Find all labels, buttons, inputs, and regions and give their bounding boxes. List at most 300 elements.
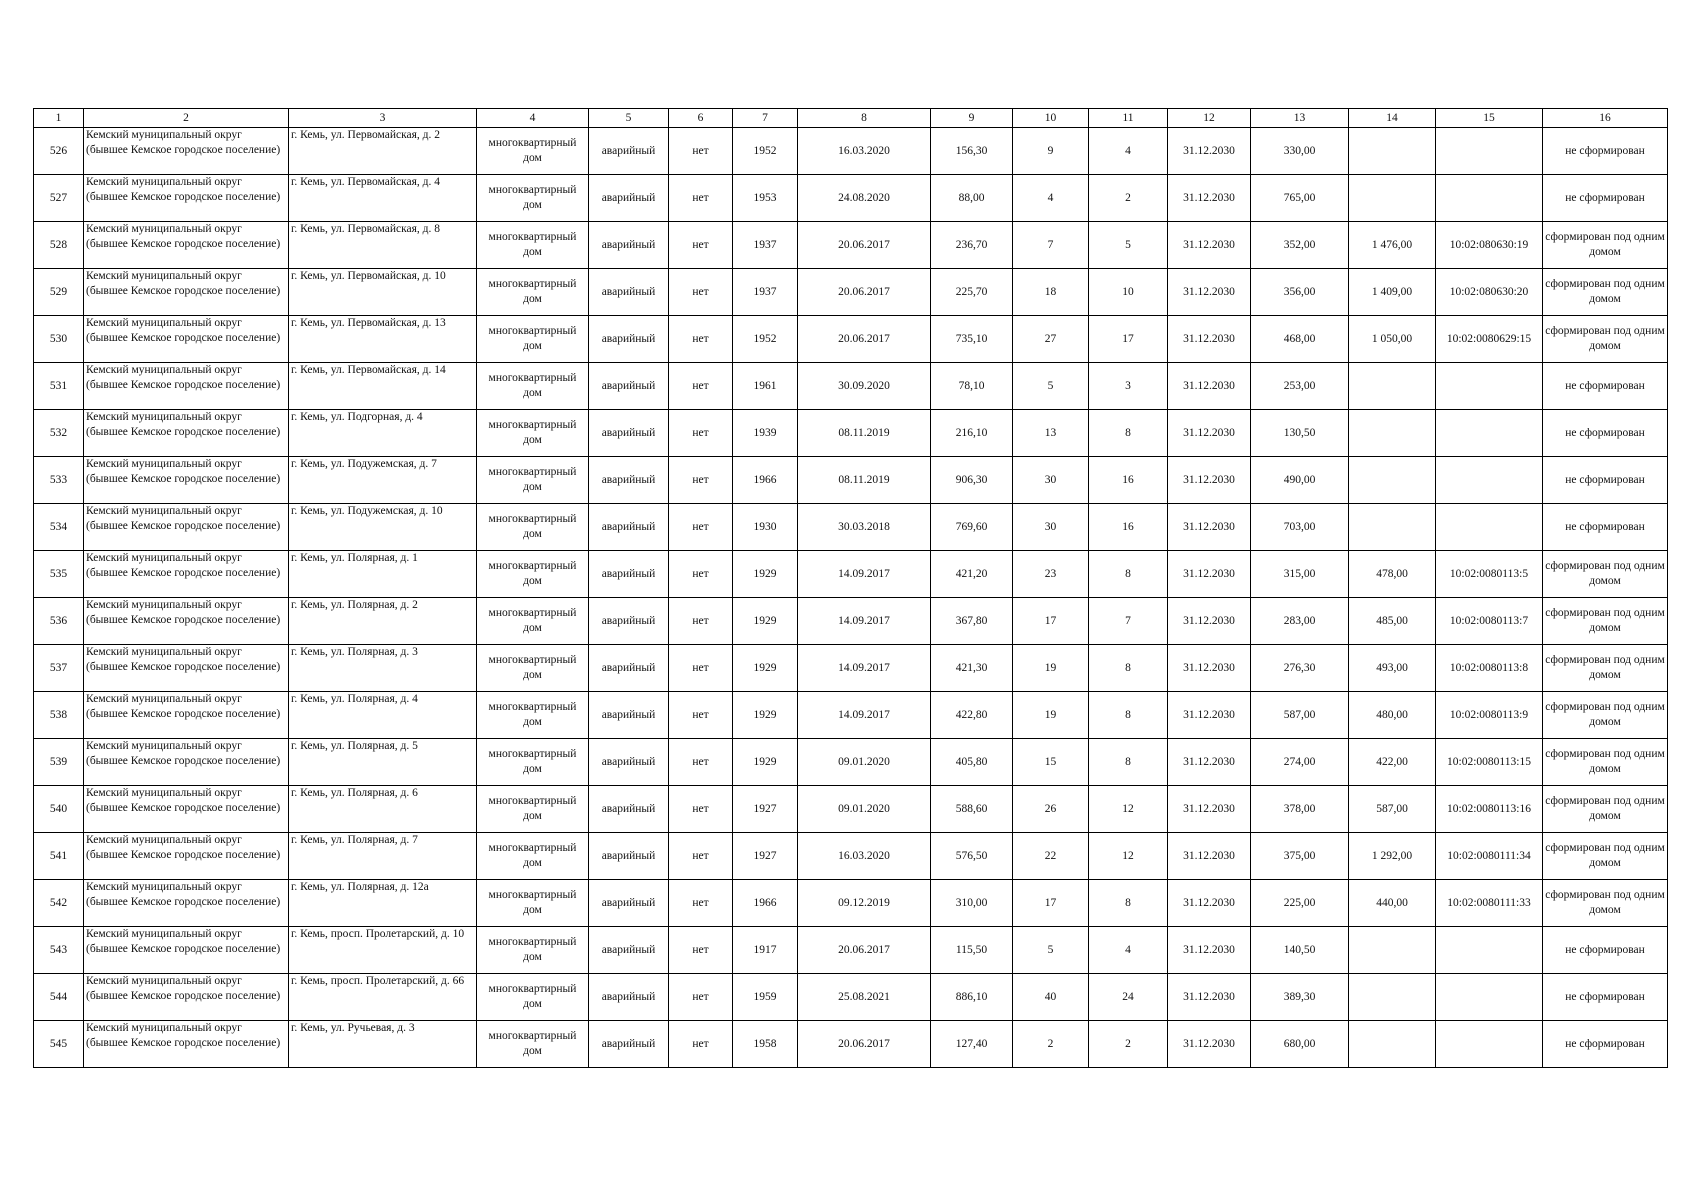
building-type-cell: многоквартирный дом <box>477 222 589 269</box>
recognition-date-cell: 30.03.2018 <box>798 504 931 551</box>
year-built-cell: 1929 <box>733 598 798 645</box>
column-number-header-row <box>34 109 1668 128</box>
year-built-cell: 1930 <box>733 504 798 551</box>
cadastral-number-cell <box>1436 128 1543 175</box>
flag-cell: нет <box>669 128 733 175</box>
apartments-cell: 17 <box>1089 316 1168 363</box>
condition-cell: аварийный <box>589 504 669 551</box>
cost-cell: 276,30 <box>1251 645 1349 692</box>
land-status-cell: не сформирован <box>1543 927 1668 974</box>
flag-cell: нет <box>669 645 733 692</box>
area-cell: 156,30 <box>931 128 1013 175</box>
condition-cell: аварийный <box>589 269 669 316</box>
recognition-date-cell: 16.03.2020 <box>798 833 931 880</box>
cost-cell: 130,50 <box>1251 410 1349 457</box>
flag-cell: нет <box>669 551 733 598</box>
row-number-cell: 542 <box>34 880 84 927</box>
column-number-10: 10 <box>1013 109 1089 128</box>
municipality-cell: Кемский муниципальный округ (бывшее Кемское городское поселение) <box>84 457 289 504</box>
flag-cell: нет <box>669 457 733 504</box>
address-cell: г. Кемь, ул. Первомайская, д. 14 <box>289 363 477 410</box>
cadastral-number-cell: 10:02:0080111:33 <box>1436 880 1543 927</box>
condition-cell: аварийный <box>589 880 669 927</box>
cost-cell: 283,00 <box>1251 598 1349 645</box>
building-type-cell: многоквартирный дом <box>477 880 589 927</box>
resettlement-deadline-cell: 31.12.2030 <box>1168 363 1251 410</box>
condition-cell: аварийный <box>589 927 669 974</box>
residents-cell: 4 <box>1013 175 1089 222</box>
condition-cell: аварийный <box>589 786 669 833</box>
land-status-cell: сформирован под одним домом <box>1543 880 1668 927</box>
year-built-cell: 1929 <box>733 645 798 692</box>
residents-cell: 17 <box>1013 880 1089 927</box>
column-number-7: 7 <box>733 109 798 128</box>
address-cell: г. Кемь, ул. Полярная, д. 2 <box>289 598 477 645</box>
apartments-cell: 12 <box>1089 786 1168 833</box>
condition-cell: аварийный <box>589 363 669 410</box>
land-area-cell <box>1349 175 1436 222</box>
municipality-cell: Кемский муниципальный округ (бывшее Кемское городское поселение) <box>84 880 289 927</box>
building-type-cell: многоквартирный дом <box>477 692 589 739</box>
land-status-cell: не сформирован <box>1543 1021 1668 1068</box>
column-number-9: 9 <box>931 109 1013 128</box>
row-number-cell: 544 <box>34 974 84 1021</box>
resettlement-deadline-cell: 31.12.2030 <box>1168 457 1251 504</box>
land-status-cell: сформирован под одним домом <box>1543 645 1668 692</box>
recognition-date-cell: 20.06.2017 <box>798 927 931 974</box>
municipality-cell: Кемский муниципальный округ (бывшее Кемское городское поселение) <box>84 222 289 269</box>
recognition-date-cell: 30.09.2020 <box>798 363 931 410</box>
year-built-cell: 1958 <box>733 1021 798 1068</box>
cadastral-number-cell <box>1436 1021 1543 1068</box>
land-area-cell: 485,00 <box>1349 598 1436 645</box>
row-number-cell: 528 <box>34 222 84 269</box>
flag-cell: нет <box>669 175 733 222</box>
apartments-cell: 10 <box>1089 269 1168 316</box>
land-status-cell: не сформирован <box>1543 175 1668 222</box>
table-row <box>34 363 1668 410</box>
building-type-cell: многоквартирный дом <box>477 833 589 880</box>
condition-cell: аварийный <box>589 1021 669 1068</box>
address-cell: г. Кемь, ул. Полярная, д. 1 <box>289 551 477 598</box>
resettlement-deadline-cell: 31.12.2030 <box>1168 175 1251 222</box>
year-built-cell: 1953 <box>733 175 798 222</box>
address-cell: г. Кемь, ул. Первомайская, д. 4 <box>289 175 477 222</box>
municipality-cell: Кемский муниципальный округ (бывшее Кемское городское поселение) <box>84 1021 289 1068</box>
land-status-cell: сформирован под одним домом <box>1543 316 1668 363</box>
table-row <box>34 880 1668 927</box>
area-cell: 127,40 <box>931 1021 1013 1068</box>
column-number-5: 5 <box>589 109 669 128</box>
table-row <box>34 598 1668 645</box>
land-status-cell: не сформирован <box>1543 363 1668 410</box>
address-cell: г. Кемь, ул. Первомайская, д. 8 <box>289 222 477 269</box>
resettlement-deadline-cell: 31.12.2030 <box>1168 974 1251 1021</box>
land-status-cell: сформирован под одним домом <box>1543 692 1668 739</box>
table-body <box>34 109 1668 1068</box>
residents-cell: 18 <box>1013 269 1089 316</box>
area-cell: 310,00 <box>931 880 1013 927</box>
land-area-cell: 1 050,00 <box>1349 316 1436 363</box>
column-number-3: 3 <box>289 109 477 128</box>
cadastral-number-cell <box>1436 927 1543 974</box>
year-built-cell: 1927 <box>733 786 798 833</box>
row-number-cell: 541 <box>34 833 84 880</box>
resettlement-deadline-cell: 31.12.2030 <box>1168 410 1251 457</box>
flag-cell: нет <box>669 410 733 457</box>
building-type-cell: многоквартирный дом <box>477 410 589 457</box>
year-built-cell: 1929 <box>733 739 798 786</box>
land-area-cell: 587,00 <box>1349 786 1436 833</box>
apartments-cell: 2 <box>1089 1021 1168 1068</box>
building-type-cell: многоквартирный дом <box>477 598 589 645</box>
flag-cell: нет <box>669 269 733 316</box>
year-built-cell: 1959 <box>733 974 798 1021</box>
land-status-cell: сформирован под одним домом <box>1543 739 1668 786</box>
building-type-cell: многоквартирный дом <box>477 786 589 833</box>
resettlement-deadline-cell: 31.12.2030 <box>1168 128 1251 175</box>
building-type-cell: многоквартирный дом <box>477 504 589 551</box>
address-cell: г. Кемь, ул. Ручьевая, д. 3 <box>289 1021 477 1068</box>
cadastral-number-cell: 10:02:0080113:8 <box>1436 645 1543 692</box>
area-cell: 906,30 <box>931 457 1013 504</box>
cost-cell: 140,50 <box>1251 927 1349 974</box>
residents-cell: 19 <box>1013 692 1089 739</box>
row-number-cell: 538 <box>34 692 84 739</box>
row-number-cell: 526 <box>34 128 84 175</box>
municipality-cell: Кемский муниципальный округ (бывшее Кемское городское поселение) <box>84 739 289 786</box>
table-row <box>34 316 1668 363</box>
building-type-cell: многоквартирный дом <box>477 128 589 175</box>
table-row <box>34 833 1668 880</box>
row-number-cell: 537 <box>34 645 84 692</box>
municipality-cell: Кемский муниципальный округ (бывшее Кемское городское поселение) <box>84 598 289 645</box>
condition-cell: аварийный <box>589 598 669 645</box>
year-built-cell: 1937 <box>733 269 798 316</box>
column-number-1: 1 <box>34 109 84 128</box>
land-status-cell: сформирован под одним домом <box>1543 833 1668 880</box>
column-number-15: 15 <box>1436 109 1543 128</box>
residents-cell: 9 <box>1013 128 1089 175</box>
land-area-cell <box>1349 974 1436 1021</box>
cadastral-number-cell: 10:02:0080629:15 <box>1436 316 1543 363</box>
municipality-cell: Кемский муниципальный округ (бывшее Кемское городское поселение) <box>84 974 289 1021</box>
row-number-cell: 527 <box>34 175 84 222</box>
building-type-cell: многоквартирный дом <box>477 363 589 410</box>
municipality-cell: Кемский муниципальный округ (бывшее Кемское городское поселение) <box>84 833 289 880</box>
cost-cell: 389,30 <box>1251 974 1349 1021</box>
table-row <box>34 927 1668 974</box>
condition-cell: аварийный <box>589 410 669 457</box>
resettlement-deadline-cell: 31.12.2030 <box>1168 739 1251 786</box>
land-status-cell: сформирован под одним домом <box>1543 269 1668 316</box>
year-built-cell: 1917 <box>733 927 798 974</box>
land-area-cell: 1 476,00 <box>1349 222 1436 269</box>
column-number-14: 14 <box>1349 109 1436 128</box>
recognition-date-cell: 24.08.2020 <box>798 175 931 222</box>
cadastral-number-cell: 10:02:0080113:16 <box>1436 786 1543 833</box>
address-cell: г. Кемь, ул. Подужемская, д. 7 <box>289 457 477 504</box>
resettlement-deadline-cell: 31.12.2030 <box>1168 504 1251 551</box>
table-row <box>34 692 1668 739</box>
year-built-cell: 1937 <box>733 222 798 269</box>
cost-cell: 225,00 <box>1251 880 1349 927</box>
table-row <box>34 222 1668 269</box>
table-row <box>34 645 1668 692</box>
apartments-cell: 4 <box>1089 128 1168 175</box>
building-type-cell: многоквартирный дом <box>477 457 589 504</box>
cost-cell: 330,00 <box>1251 128 1349 175</box>
cost-cell: 253,00 <box>1251 363 1349 410</box>
cost-cell: 356,00 <box>1251 269 1349 316</box>
municipality-cell: Кемский муниципальный округ (бывшее Кемское городское поселение) <box>84 645 289 692</box>
municipality-cell: Кемский муниципальный округ (бывшее Кемское городское поселение) <box>84 269 289 316</box>
address-cell: г. Кемь, ул. Подужемская, д. 10 <box>289 504 477 551</box>
year-built-cell: 1966 <box>733 880 798 927</box>
area-cell: 88,00 <box>931 175 1013 222</box>
resettlement-deadline-cell: 31.12.2030 <box>1168 880 1251 927</box>
apartments-cell: 8 <box>1089 739 1168 786</box>
recognition-date-cell: 09.01.2020 <box>798 786 931 833</box>
recognition-date-cell: 14.09.2017 <box>798 645 931 692</box>
address-cell: г. Кемь, ул. Подгорная, д. 4 <box>289 410 477 457</box>
address-cell: г. Кемь, ул. Первомайская, д. 2 <box>289 128 477 175</box>
cost-cell: 274,00 <box>1251 739 1349 786</box>
residents-cell: 15 <box>1013 739 1089 786</box>
residents-cell: 27 <box>1013 316 1089 363</box>
residents-cell: 19 <box>1013 645 1089 692</box>
apartments-cell: 8 <box>1089 692 1168 739</box>
building-type-cell: многоквартирный дом <box>477 1021 589 1068</box>
apartments-cell: 16 <box>1089 457 1168 504</box>
address-cell: г. Кемь, ул. Первомайская, д. 13 <box>289 316 477 363</box>
apartments-cell: 16 <box>1089 504 1168 551</box>
apartments-cell: 8 <box>1089 551 1168 598</box>
building-type-cell: многоквартирный дом <box>477 927 589 974</box>
residents-cell: 5 <box>1013 927 1089 974</box>
table-row <box>34 457 1668 504</box>
table-row <box>34 175 1668 222</box>
land-status-cell: не сформирован <box>1543 410 1668 457</box>
land-status-cell: сформирован под одним домом <box>1543 222 1668 269</box>
document-page <box>33 108 1667 1068</box>
cadastral-number-cell: 10:02:080630:19 <box>1436 222 1543 269</box>
apartments-cell: 8 <box>1089 880 1168 927</box>
residents-cell: 2 <box>1013 1021 1089 1068</box>
building-type-cell: многоквартирный дом <box>477 645 589 692</box>
flag-cell: нет <box>669 739 733 786</box>
address-cell: г. Кемь, ул. Полярная, д. 3 <box>289 645 477 692</box>
resettlement-deadline-cell: 31.12.2030 <box>1168 316 1251 363</box>
cadastral-number-cell <box>1436 363 1543 410</box>
recognition-date-cell: 08.11.2019 <box>798 457 931 504</box>
column-number-11: 11 <box>1089 109 1168 128</box>
area-cell: 422,80 <box>931 692 1013 739</box>
year-built-cell: 1939 <box>733 410 798 457</box>
address-cell: г. Кемь, ул. Полярная, д. 7 <box>289 833 477 880</box>
cadastral-number-cell: 10:02:0080113:9 <box>1436 692 1543 739</box>
row-number-cell: 530 <box>34 316 84 363</box>
municipality-cell: Кемский муниципальный округ (бывшее Кемское городское поселение) <box>84 551 289 598</box>
cadastral-number-cell <box>1436 974 1543 1021</box>
flag-cell: нет <box>669 692 733 739</box>
column-number-2: 2 <box>84 109 289 128</box>
cadastral-number-cell <box>1436 410 1543 457</box>
municipality-cell: Кемский муниципальный округ (бывшее Кемское городское поселение) <box>84 363 289 410</box>
table-row <box>34 410 1668 457</box>
residents-cell: 5 <box>1013 363 1089 410</box>
year-built-cell: 1927 <box>733 833 798 880</box>
apartments-cell: 4 <box>1089 927 1168 974</box>
apartments-cell: 7 <box>1089 598 1168 645</box>
municipality-cell: Кемский муниципальный округ (бывшее Кемское городское поселение) <box>84 175 289 222</box>
flag-cell: нет <box>669 786 733 833</box>
row-number-cell: 534 <box>34 504 84 551</box>
recognition-date-cell: 16.03.2020 <box>798 128 931 175</box>
table-row <box>34 1021 1668 1068</box>
apartments-cell: 5 <box>1089 222 1168 269</box>
recognition-date-cell: 20.06.2017 <box>798 269 931 316</box>
area-cell: 367,80 <box>931 598 1013 645</box>
table-row <box>34 504 1668 551</box>
area-cell: 735,10 <box>931 316 1013 363</box>
condition-cell: аварийный <box>589 175 669 222</box>
year-built-cell: 1966 <box>733 457 798 504</box>
land-status-cell: не сформирован <box>1543 974 1668 1021</box>
municipality-cell: Кемский муниципальный округ (бывшее Кемское городское поселение) <box>84 410 289 457</box>
year-built-cell: 1952 <box>733 128 798 175</box>
cost-cell: 352,00 <box>1251 222 1349 269</box>
apartments-cell: 2 <box>1089 175 1168 222</box>
recognition-date-cell: 14.09.2017 <box>798 598 931 645</box>
address-cell: г. Кемь, ул. Полярная, д. 6 <box>289 786 477 833</box>
row-number-cell: 536 <box>34 598 84 645</box>
row-number-cell: 532 <box>34 410 84 457</box>
column-number-13: 13 <box>1251 109 1349 128</box>
table-row <box>34 786 1668 833</box>
building-type-cell: многоквартирный дом <box>477 739 589 786</box>
land-area-cell <box>1349 927 1436 974</box>
row-number-cell: 540 <box>34 786 84 833</box>
condition-cell: аварийный <box>589 551 669 598</box>
residents-cell: 17 <box>1013 598 1089 645</box>
residents-cell: 40 <box>1013 974 1089 1021</box>
residents-cell: 22 <box>1013 833 1089 880</box>
column-number-6: 6 <box>669 109 733 128</box>
condition-cell: аварийный <box>589 128 669 175</box>
municipality-cell: Кемский муниципальный округ (бывшее Кемское городское поселение) <box>84 692 289 739</box>
apartments-cell: 8 <box>1089 645 1168 692</box>
land-status-cell: сформирован под одним домом <box>1543 786 1668 833</box>
row-number-cell: 539 <box>34 739 84 786</box>
year-built-cell: 1929 <box>733 692 798 739</box>
row-number-cell: 531 <box>34 363 84 410</box>
land-status-cell: не сформирован <box>1543 457 1668 504</box>
land-area-cell <box>1349 128 1436 175</box>
land-area-cell <box>1349 363 1436 410</box>
municipality-cell: Кемский муниципальный округ (бывшее Кемское городское поселение) <box>84 128 289 175</box>
recognition-date-cell: 09.12.2019 <box>798 880 931 927</box>
apartments-cell: 8 <box>1089 410 1168 457</box>
land-area-cell <box>1349 504 1436 551</box>
address-cell: г. Кемь, ул. Полярная, д. 5 <box>289 739 477 786</box>
resettlement-deadline-cell: 31.12.2030 <box>1168 598 1251 645</box>
condition-cell: аварийный <box>589 457 669 504</box>
row-number-cell: 529 <box>34 269 84 316</box>
table-row <box>34 551 1668 598</box>
recognition-date-cell: 20.06.2017 <box>798 222 931 269</box>
land-area-cell <box>1349 410 1436 457</box>
cadastral-number-cell <box>1436 504 1543 551</box>
area-cell: 115,50 <box>931 927 1013 974</box>
area-cell: 225,70 <box>931 269 1013 316</box>
row-number-cell: 533 <box>34 457 84 504</box>
address-cell: г. Кемь, ул. Полярная, д. 4 <box>289 692 477 739</box>
condition-cell: аварийный <box>589 645 669 692</box>
area-cell: 588,60 <box>931 786 1013 833</box>
area-cell: 216,10 <box>931 410 1013 457</box>
resettlement-deadline-cell: 31.12.2030 <box>1168 692 1251 739</box>
land-area-cell <box>1349 1021 1436 1068</box>
cost-cell: 765,00 <box>1251 175 1349 222</box>
cost-cell: 468,00 <box>1251 316 1349 363</box>
condition-cell: аварийный <box>589 739 669 786</box>
cost-cell: 315,00 <box>1251 551 1349 598</box>
residents-cell: 7 <box>1013 222 1089 269</box>
cost-cell: 490,00 <box>1251 457 1349 504</box>
land-area-cell: 1 292,00 <box>1349 833 1436 880</box>
flag-cell: нет <box>669 598 733 645</box>
residents-cell: 30 <box>1013 457 1089 504</box>
area-cell: 236,70 <box>931 222 1013 269</box>
cadastral-number-cell <box>1436 457 1543 504</box>
table-row <box>34 739 1668 786</box>
column-number-8: 8 <box>798 109 931 128</box>
apartments-cell: 12 <box>1089 833 1168 880</box>
municipality-cell: Кемский муниципальный округ (бывшее Кемское городское поселение) <box>84 927 289 974</box>
apartments-cell: 3 <box>1089 363 1168 410</box>
land-area-cell: 493,00 <box>1349 645 1436 692</box>
building-type-cell: многоквартирный дом <box>477 269 589 316</box>
resettlement-deadline-cell: 31.12.2030 <box>1168 551 1251 598</box>
cost-cell: 375,00 <box>1251 833 1349 880</box>
recognition-date-cell: 14.09.2017 <box>798 551 931 598</box>
column-number-4: 4 <box>477 109 589 128</box>
resettlement-deadline-cell: 31.12.2030 <box>1168 1021 1251 1068</box>
residents-cell: 30 <box>1013 504 1089 551</box>
row-number-cell: 545 <box>34 1021 84 1068</box>
row-number-cell: 543 <box>34 927 84 974</box>
condition-cell: аварийный <box>589 833 669 880</box>
cadastral-number-cell: 10:02:0080113:7 <box>1436 598 1543 645</box>
table-row <box>34 974 1668 1021</box>
flag-cell: нет <box>669 1021 733 1068</box>
apartments-cell: 24 <box>1089 974 1168 1021</box>
area-cell: 769,60 <box>931 504 1013 551</box>
recognition-date-cell: 20.06.2017 <box>798 1021 931 1068</box>
land-status-cell: сформирован под одним домом <box>1543 551 1668 598</box>
cadastral-number-cell: 10:02:0080113:15 <box>1436 739 1543 786</box>
cost-cell: 587,00 <box>1251 692 1349 739</box>
building-type-cell: многоквартирный дом <box>477 551 589 598</box>
cadastral-number-cell: 10:02:0080111:34 <box>1436 833 1543 880</box>
cost-cell: 680,00 <box>1251 1021 1349 1068</box>
flag-cell: нет <box>669 363 733 410</box>
building-type-cell: многоквартирный дом <box>477 316 589 363</box>
flag-cell: нет <box>669 974 733 1021</box>
recognition-date-cell: 14.09.2017 <box>798 692 931 739</box>
cadastral-number-cell: 10:02:0080113:5 <box>1436 551 1543 598</box>
